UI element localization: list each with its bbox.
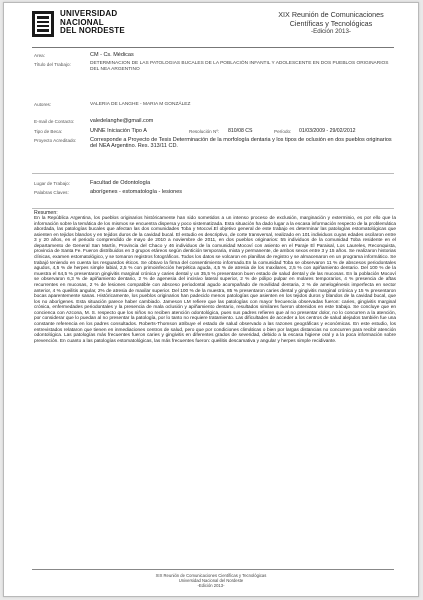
event-line2: Científicas y Tecnológicas	[289, 18, 373, 28]
university-line3: DEL NORDESTE	[60, 26, 125, 35]
abstract-label: Resumen:	[34, 210, 58, 216]
document-page	[3, 2, 419, 597]
period-value: 01/03/2009 - 29/02/2012	[299, 128, 356, 134]
university-logo	[32, 9, 182, 39]
section-divider	[32, 173, 394, 174]
footer-line3: -Edición 2013-	[197, 583, 225, 589]
university-name	[60, 10, 125, 36]
project-label: Proyecto Acreditado:	[34, 138, 77, 143]
project-value: Corresponde a Proyecto de Tesis Determinación de la morfología dentaria y los tipos de oclusión en dos pueblos originarios del NEA Argentino. Res. 313/11 CD.	[90, 137, 392, 150]
area-value: CM - Cs. Médicas	[90, 52, 134, 58]
university-line1: UNIVERSIDAD	[60, 9, 118, 18]
resolution-label: Resolución Nº:	[189, 129, 220, 134]
scholarship-value: UNNE Iniciación Tipo A	[90, 128, 147, 134]
footer-text	[4, 573, 418, 589]
period-label: Período:	[274, 129, 292, 134]
workplace-label: Lugar de Trabajo:	[34, 181, 71, 186]
footer-line2: Universidad Nacional del Nordeste	[178, 578, 244, 584]
event-title	[271, 11, 391, 37]
email-label: E-mail de Contacto:	[34, 119, 75, 124]
footer-divider	[32, 569, 394, 570]
header	[4, 3, 418, 43]
title-label: Título del Trabajo:	[34, 62, 71, 67]
university-line2: NACIONAL	[60, 17, 104, 27]
university-crest-icon	[32, 11, 54, 37]
section-divider-2	[32, 208, 394, 209]
scholarship-label: Tipo de Beca:	[34, 129, 63, 134]
footer-line1: XIX Reunión de Comunicaciones Científicas y Tecnológicas	[155, 573, 267, 578]
title-value: DETERMINACION DE LAS PATOLOGIAS BUCALES DE LA POBLACIÓN INFANTIL Y ADOLESCENTE EN DOS PUEBLOS ORIGINARIOS DEL NEA ARGENTINO	[90, 61, 389, 73]
event-edition: -Edición 2013-	[311, 28, 351, 36]
authors-label: Autores:	[34, 102, 52, 107]
area-label: Area:	[34, 53, 45, 58]
email-value: valedelanghe@gmail.com	[90, 118, 154, 124]
divider	[32, 47, 394, 48]
keywords-label: Palabras Claves:	[34, 190, 69, 195]
workplace-value: Facultad de Odontología	[90, 180, 151, 186]
abstract-text: En la República Argentina, los pueblos originarios históricamente han sido sometidos a un intenso proceso de exclusión, marginación y exterminio, es por ello que la información sobre la temática de los mismos se encuentra dispersa y poco sistematizada. Esta situación ha dado lugar a la escasa información respecto de la problemática abordada, las patologías bucales que afectan las dos comunidades Toba y Mocoví.El objetivo general de este trabajo es determinar las patologías estomatológicas que asienten en tejidos blandos y en tejidos duros de la cavidad bucal. El estudio es descriptivo, de corte transversal, realizado en 101 individuos cuyas edades oscilaron entre 3 y 20 años, en el periodo comprendido de mayo de 2010 a noviembre de 2011, en dos pueblos originarios: 55 individuos de la comunidad Toba residente en el departamento de General San Martín, Provincia del Chaco y 46 individuos de la comunidad Mocoví con asiento en el Paraje El Paraisal, Los Laureles, Reconquista, provincia de Santa Fe. Fueron distribuidos en 3 grupos etáreos según dentición temporaria, mixta y permanente, de ambos sexos entre 3 y 15 años. Se realizaron historias clínicas, examen estomatológico, y se tomaron registros fotográficos. Todos los datos se volcaron en planillas de registro y se almacenaron en un programa informático. Se trabajó teniendo en cuenta los resguardos éticos. Se obtuvo la firma del consentimiento informado.En la comunidad Toba se observaron 11 % de abscesos periodontales agudos, 4,5 % de herpes simple labial, 2,5 % con primoinfección herpética aguda, 4,5 % de atresia de los maxilares, 2,5 % con apiñamiento dentario. Del 100 % de la muestra el 64,5 % presentaron gingivitis marginal crónica y caries dental y un 35,5 % presentaron buen estado de salud dental y de las mucosas. En la población Mocoví se observaron 6,3 % de apiñamiento dentario, 2 % de agenesia del incisivo lateral superior, 2 % de pólipo pulpar en molares temporarios, 4 % presencia de aftas recurrentes en mucosas, 2 % de lesiones compatible con absceso periodontal agudo acompañado de movilidad dentaria, 2 % de amelogénesis imperfecta en sector anterior, 4 % queilitis angular, 2% de atresia de maxilar superior. Del 100 % de la muestra, 85 % presentaron caries dental y gingivitis marginal crónica y 15 % presentaron bocas aparentemente sanas. Históricamente, los pueblos originarios han padecido menos patologías que asienten en los tejidos duros y blandos de la cavidad bucal, que los no aborígenes. Esta situación parece haber cambiado. Jameson LM refiere que las patologías con mayor frecuencia observadas fueron: caries, gingivitis marginal crónica, enfermedades periodontales y la presencia de mala oclusión y apiñamiento dentario, resultados similares fueron obtenidos en este trabajo. Se concluye que en concienca con Azcona, M. S. respecto que los niños no reciben atención odontológica, pues sus padres refieren que al no presentar dolor, no lo concurren a la atención, por considerar que lo puedan al no presentar la patología, por lo tanto no requiere tratamiento. Las dificultades de acceder a los centros de salud alejados también fue una constante referencia en los padres consultados. Roberts-Thomson atribuye el estado de salud observado a las razones geográficas y económicas. En este estudio, los entrevistados relataron que tienen en inmediaciones centros de salud, pero que por condiciones climáticas o bien por largas distancias no concurren para recibir atención odontológica. Las patologías más frecuentes fueron caries y gingivitis en diferentes grados de severidad, debido a la escasa higiene oral y a la poca información sobre prevención. En cuanto a las patologías estomatológicas, las más frecuentes fueron: queilitis descamativa y angular y herpes simple recidivante.	[34, 216, 396, 344]
authors-value: VALERIA DE LANGHE - MARIA M GONZÁLEZ	[90, 102, 191, 107]
event-line1: XIX Reunión de Comunicaciones	[278, 10, 384, 19]
resolution-value: 810/08 CS	[228, 128, 253, 134]
keywords-value: aborígenes - estomatología - lesiones	[90, 189, 183, 195]
